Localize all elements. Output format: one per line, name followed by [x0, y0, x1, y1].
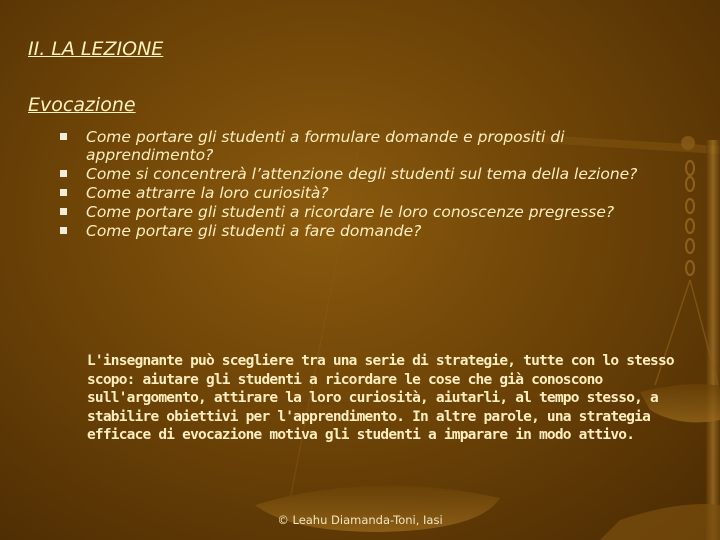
- square-bullet-icon: [60, 189, 67, 196]
- bullet-item: [60, 128, 660, 164]
- slide-subtitle: Evocazione: [28, 94, 136, 116]
- bullet-text: Come si concentrerà l’attenzione degli studenti sul tema della lezione?: [86, 165, 638, 183]
- square-bullet-icon: [60, 227, 67, 234]
- bullet-item: [60, 203, 660, 221]
- bullet-text: Come attrarre la loro curiosità?: [86, 184, 329, 202]
- bullet-text: Come portare gli studenti a fare domande?: [86, 222, 422, 240]
- slide-title: II. LA LEZIONE: [28, 38, 164, 60]
- square-bullet-icon: [60, 133, 67, 140]
- footer-credit: © Leahu Diamanda-Toni, Iasi: [277, 513, 443, 527]
- bullet-item: [60, 165, 660, 183]
- bullet-item: [60, 184, 660, 202]
- square-bullet-icon: [60, 170, 67, 177]
- square-bullet-icon: [60, 208, 67, 215]
- bullet-item: [60, 222, 660, 240]
- bullet-list: [60, 128, 660, 241]
- bullet-text: Come portare gli studenti a ricordare le loro conoscenze pregresse?: [86, 203, 615, 221]
- body-paragraph: L'insegnante può scegliere tra una serie di strategie, tutte con lo stesso scopo: aiutare gli studenti a ricordare le cose che già conoscono sull'argomento, attirare la loro curiosità, aiutarli, al tempo stesso, a stabilire obiettivi per l'apprendimento. In altre parole, una strategia efficace di evocazione motiva gli studenti a imparare in modo attivo.: [87, 353, 674, 443]
- bullet-text: Come portare gli studenti a formulare domande e propositi di apprendimento?: [86, 128, 565, 164]
